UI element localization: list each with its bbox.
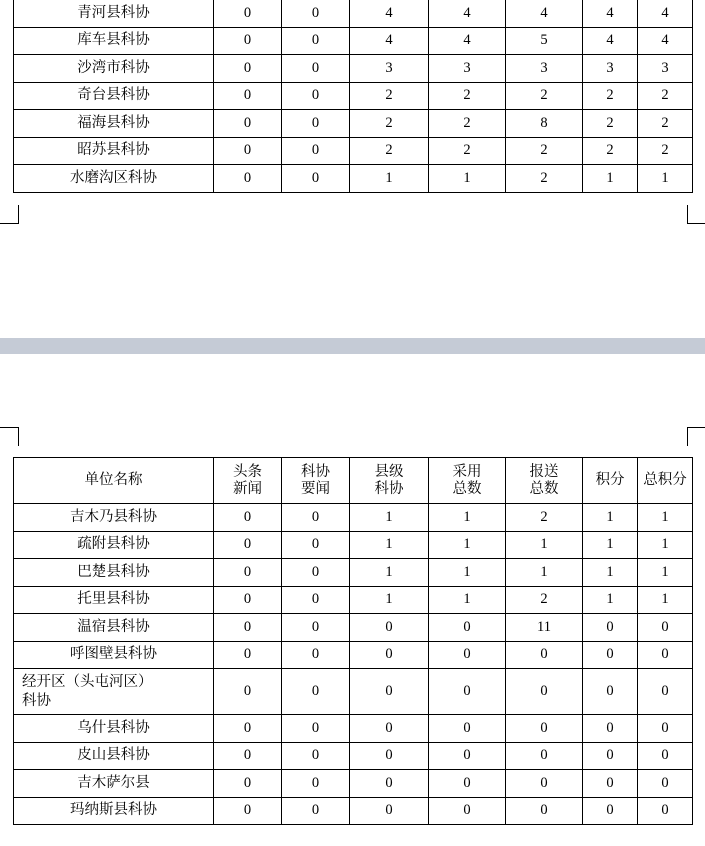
cell-association-news: 0 [282, 165, 350, 193]
column-header-unit-name: 单位名称 [14, 458, 214, 504]
column-header-adopted-total: 采用 总数 [429, 458, 506, 504]
cell-county-association: 3 [350, 55, 429, 83]
cell-points: 0 [583, 715, 638, 743]
cell-submitted-total: 0 [506, 770, 583, 798]
cell-county-association: 2 [350, 110, 429, 138]
cell-county-association: 0 [350, 742, 429, 770]
cell-points: 0 [583, 641, 638, 669]
cell-association-news: 0 [282, 531, 350, 559]
cell-adopted-total: 1 [429, 531, 506, 559]
cell-adopted-total: 2 [429, 82, 506, 110]
cell-points: 0 [583, 614, 638, 642]
cell-headline-news: 0 [214, 770, 282, 798]
cell-submitted-total: 0 [506, 742, 583, 770]
cell-points: 4 [583, 0, 638, 27]
cell-adopted-total: 0 [429, 797, 506, 825]
cell-headline-news: 0 [214, 504, 282, 532]
cell-headline-news: 0 [214, 641, 282, 669]
table-row [14, 715, 693, 743]
cell-submitted-total: 0 [506, 715, 583, 743]
cell-total-points: 1 [638, 559, 693, 587]
cell-adopted-total: 0 [429, 770, 506, 798]
table-continued [13, 0, 693, 193]
cell-county-association: 2 [350, 82, 429, 110]
table-row [14, 641, 693, 669]
crop-mark-bottom-right [687, 427, 705, 446]
column-header-total-points: 总积分 [638, 458, 693, 504]
cell-adopted-total: 0 [429, 669, 506, 715]
cell-points: 3 [583, 55, 638, 83]
cell-headline-news: 0 [214, 0, 282, 27]
cell-county-association: 1 [350, 504, 429, 532]
cell-headline-news: 0 [214, 82, 282, 110]
cell-submitted-total: 5 [506, 27, 583, 55]
table-row [14, 165, 693, 193]
cell-headline-news: 0 [214, 110, 282, 138]
cell-points: 2 [583, 137, 638, 165]
unit-name: 疏附县科协 [14, 531, 214, 559]
cell-points: 1 [583, 165, 638, 193]
cell-association-news: 0 [282, 669, 350, 715]
cell-county-association: 0 [350, 641, 429, 669]
cell-submitted-total: 2 [506, 137, 583, 165]
cell-adopted-total: 1 [429, 165, 506, 193]
table-header-row [14, 458, 693, 504]
cell-total-points: 0 [638, 641, 693, 669]
unit-name: 青河县科协 [14, 0, 214, 27]
cell-county-association: 4 [350, 0, 429, 27]
table-row [14, 614, 693, 642]
unit-name: 呼图壁县科协 [14, 641, 214, 669]
cell-submitted-total: 1 [506, 559, 583, 587]
cell-county-association: 0 [350, 715, 429, 743]
cell-points: 1 [583, 504, 638, 532]
cell-points: 0 [583, 770, 638, 798]
cell-association-news: 0 [282, 504, 350, 532]
cell-adopted-total: 1 [429, 559, 506, 587]
cell-adopted-total: 2 [429, 110, 506, 138]
cell-total-points: 1 [638, 165, 693, 193]
cell-association-news: 0 [282, 715, 350, 743]
cell-submitted-total: 0 [506, 797, 583, 825]
table-row [14, 0, 693, 27]
cell-submitted-total: 4 [506, 0, 583, 27]
column-header-submitted-total: 报送 总数 [506, 458, 583, 504]
cell-adopted-total: 2 [429, 137, 506, 165]
table-row [14, 669, 693, 715]
table-row [14, 137, 693, 165]
cell-total-points: 1 [638, 531, 693, 559]
cell-submitted-total: 2 [506, 586, 583, 614]
column-header-county-association: 县级 科协 [350, 458, 429, 504]
cell-adopted-total: 0 [429, 614, 506, 642]
cell-headline-news: 0 [214, 165, 282, 193]
cell-county-association: 0 [350, 614, 429, 642]
cell-headline-news: 0 [214, 614, 282, 642]
cell-county-association: 1 [350, 165, 429, 193]
table-next-page [13, 457, 693, 825]
cell-total-points: 0 [638, 614, 693, 642]
table-row [14, 110, 693, 138]
cell-association-news: 0 [282, 614, 350, 642]
cell-association-news: 0 [282, 559, 350, 587]
table-row [14, 797, 693, 825]
cell-total-points: 4 [638, 27, 693, 55]
cell-association-news: 0 [282, 770, 350, 798]
cell-submitted-total: 3 [506, 55, 583, 83]
cell-headline-news: 0 [214, 715, 282, 743]
cell-headline-news: 0 [214, 55, 282, 83]
cell-total-points: 0 [638, 742, 693, 770]
unit-name: 温宿县科协 [14, 614, 214, 642]
cell-adopted-total: 0 [429, 742, 506, 770]
cell-submitted-total: 1 [506, 531, 583, 559]
crop-mark-top-right [687, 205, 705, 224]
cell-points: 1 [583, 586, 638, 614]
cell-county-association: 0 [350, 797, 429, 825]
cell-points: 4 [583, 27, 638, 55]
cell-association-news: 0 [282, 0, 350, 27]
table-row [14, 82, 693, 110]
cell-total-points: 2 [638, 137, 693, 165]
unit-name: 奇台县科协 [14, 82, 214, 110]
unit-name: 经开区（头屯河区） 科协 [14, 669, 214, 715]
unit-name: 巴楚县科协 [14, 559, 214, 587]
cell-adopted-total: 1 [429, 586, 506, 614]
unit-name: 昭苏县科协 [14, 137, 214, 165]
cell-headline-news: 0 [214, 586, 282, 614]
cell-association-news: 0 [282, 82, 350, 110]
table-row [14, 27, 693, 55]
cell-total-points: 4 [638, 0, 693, 27]
cell-points: 0 [583, 742, 638, 770]
cell-adopted-total: 4 [429, 27, 506, 55]
column-header-points: 积分 [583, 458, 638, 504]
table-row [14, 586, 693, 614]
crop-mark-top-left [0, 205, 19, 224]
cell-total-points: 0 [638, 797, 693, 825]
cell-county-association: 2 [350, 137, 429, 165]
unit-name: 沙湾市科协 [14, 55, 214, 83]
cell-points: 1 [583, 531, 638, 559]
table-row [14, 504, 693, 532]
unit-name: 吉木萨尔县 [14, 770, 214, 798]
cell-points: 0 [583, 669, 638, 715]
cell-total-points: 3 [638, 55, 693, 83]
cell-total-points: 0 [638, 715, 693, 743]
cell-association-news: 0 [282, 742, 350, 770]
cell-submitted-total: 0 [506, 669, 583, 715]
cell-headline-news: 0 [214, 137, 282, 165]
cell-county-association: 1 [350, 531, 429, 559]
unit-name: 库车县科协 [14, 27, 214, 55]
cell-association-news: 0 [282, 641, 350, 669]
cell-adopted-total: 0 [429, 641, 506, 669]
cell-headline-news: 0 [214, 742, 282, 770]
cell-association-news: 0 [282, 27, 350, 55]
cell-adopted-total: 3 [429, 55, 506, 83]
cell-adopted-total: 1 [429, 504, 506, 532]
unit-name: 托里县科协 [14, 586, 214, 614]
table-row [14, 742, 693, 770]
crop-mark-bottom-left [0, 427, 19, 446]
unit-name: 水磨沟区科协 [14, 165, 214, 193]
cell-county-association: 0 [350, 669, 429, 715]
cell-points: 0 [583, 797, 638, 825]
cell-total-points: 1 [638, 586, 693, 614]
cell-county-association: 4 [350, 27, 429, 55]
cell-total-points: 2 [638, 110, 693, 138]
page-break-separator [0, 338, 705, 354]
cell-total-points: 0 [638, 669, 693, 715]
cell-adopted-total: 0 [429, 715, 506, 743]
unit-name: 吉木乃县科协 [14, 504, 214, 532]
cell-association-news: 0 [282, 137, 350, 165]
cell-county-association: 1 [350, 559, 429, 587]
cell-points: 2 [583, 110, 638, 138]
cell-headline-news: 0 [214, 559, 282, 587]
cell-headline-news: 0 [214, 797, 282, 825]
table-row [14, 770, 693, 798]
cell-submitted-total: 2 [506, 165, 583, 193]
cell-points: 2 [583, 82, 638, 110]
cell-county-association: 1 [350, 586, 429, 614]
cell-points: 1 [583, 559, 638, 587]
cell-total-points: 1 [638, 504, 693, 532]
cell-submitted-total: 2 [506, 82, 583, 110]
table-row [14, 531, 693, 559]
cell-headline-news: 0 [214, 669, 282, 715]
unit-name: 玛纳斯县科协 [14, 797, 214, 825]
cell-total-points: 0 [638, 770, 693, 798]
cell-submitted-total: 8 [506, 110, 583, 138]
cell-submitted-total: 11 [506, 614, 583, 642]
cell-association-news: 0 [282, 55, 350, 83]
cell-association-news: 0 [282, 586, 350, 614]
cell-county-association: 0 [350, 770, 429, 798]
cell-submitted-total: 0 [506, 641, 583, 669]
cell-submitted-total: 2 [506, 504, 583, 532]
column-header-headline-news: 头条 新闻 [214, 458, 282, 504]
table-row [14, 559, 693, 587]
table-row [14, 55, 693, 83]
cell-adopted-total: 4 [429, 0, 506, 27]
cell-association-news: 0 [282, 110, 350, 138]
cell-total-points: 2 [638, 82, 693, 110]
cell-headline-news: 0 [214, 27, 282, 55]
cell-association-news: 0 [282, 797, 350, 825]
unit-name: 乌什县科协 [14, 715, 214, 743]
cell-headline-news: 0 [214, 531, 282, 559]
unit-name: 福海县科协 [14, 110, 214, 138]
unit-name: 皮山县科协 [14, 742, 214, 770]
column-header-association-news: 科协 要闻 [282, 458, 350, 504]
